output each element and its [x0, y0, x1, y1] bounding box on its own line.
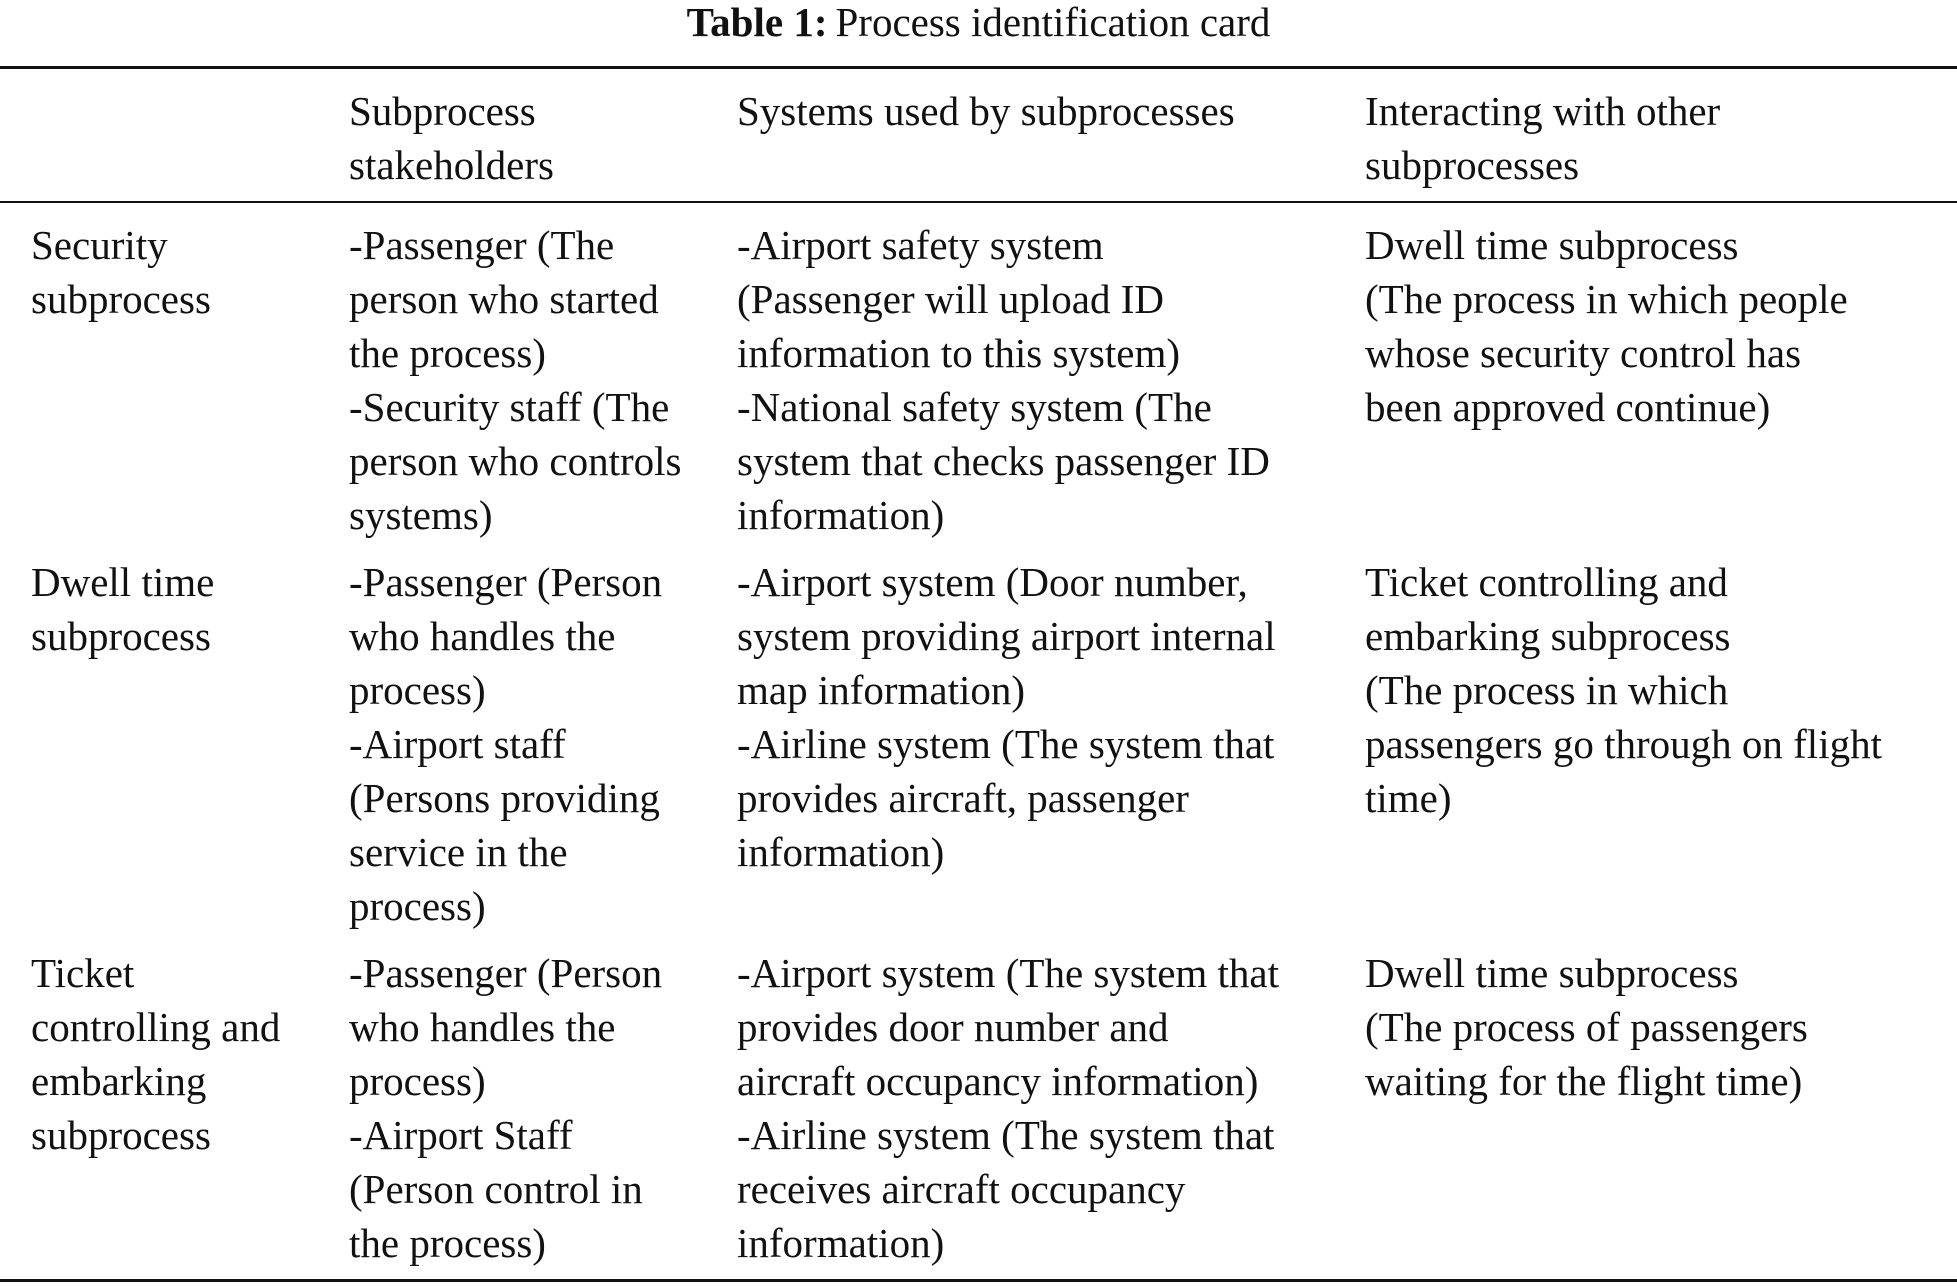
table-caption — [0, 0, 1957, 44]
row-systems-cell: -Airport system (Door number, system providing airport internal map information) -Airline system (The system that provides aircraft, passenger information) — [737, 559, 1276, 875]
row-stakeholders-cell: -Passenger (The person who started the process) -Security staff (The person who controls systems) — [349, 222, 682, 538]
header-cell-interacting: Interacting with other subprocesses — [1365, 88, 1721, 188]
table-header-rule — [0, 201, 1957, 203]
table-top-rule — [0, 66, 1957, 69]
row-subprocess-cell: Security subprocess — [31, 222, 211, 322]
row-stakeholders-cell: -Passenger (Person who handles the process) -Airport staff (Persons providing service in the process) — [349, 559, 663, 929]
row-interacting-cell: Ticket controlling and embarking subprocess (The process in which passengers go through on flight time) — [1365, 559, 1882, 821]
header-cell-systems: Systems used by subprocesses — [737, 88, 1235, 134]
row-interacting-cell: Dwell time subprocess (The process in which people whose security control has been approved continue) — [1365, 222, 1848, 430]
row-stakeholders-cell: -Passenger (Person who handles the process) -Airport Staff (Person control in the process) — [349, 950, 663, 1266]
row-interacting-cell: Dwell time subprocess (The process of passengers waiting for the flight time) — [1365, 950, 1808, 1104]
row-subprocess-cell: Ticket controlling and embarking subprocess — [31, 950, 281, 1158]
table-caption-title: Process identification card — [835, 0, 1271, 45]
header-cell-stakeholders: Subprocess stakeholders — [349, 88, 554, 188]
table-bottom-rule — [0, 1279, 1957, 1282]
row-systems-cell: -Airport safety system (Passenger will upload ID information to this system) -National safety system (The system that checks passenger ID information) — [737, 222, 1270, 538]
row-systems-cell: -Airport system (The system that provides door number and aircraft occupancy information) -Airline system (The system that receives aircraft occupancy information) — [737, 950, 1280, 1266]
table-caption-label: Table 1: — [686, 0, 828, 45]
row-subprocess-cell: Dwell time subprocess — [31, 559, 215, 659]
